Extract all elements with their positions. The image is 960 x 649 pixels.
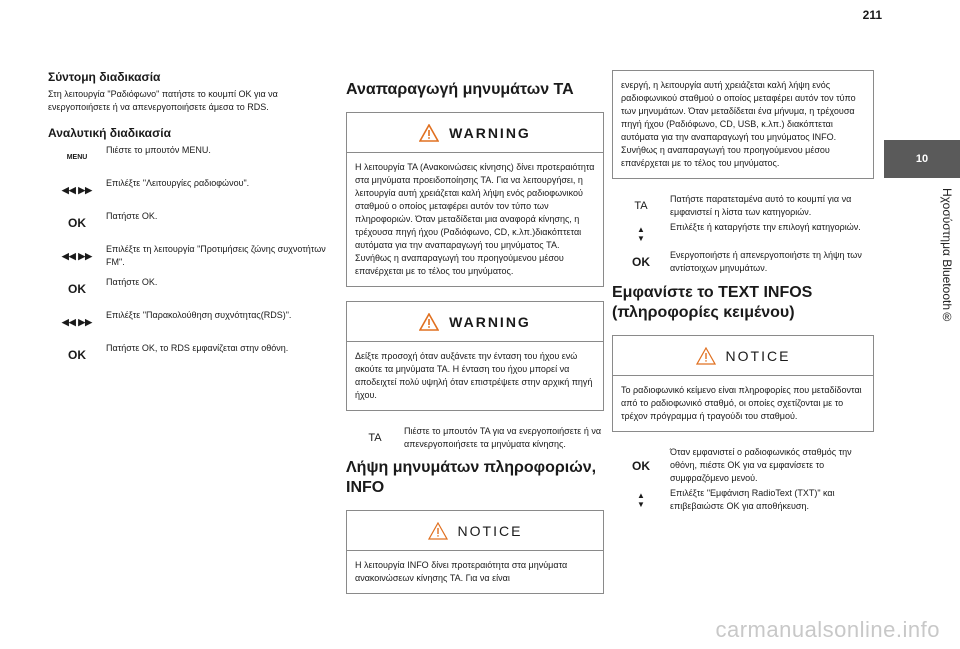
warning-header xyxy=(347,302,603,342)
step-1 xyxy=(48,144,338,170)
step-text: Πιέστε το μπουτόν MENU. xyxy=(106,145,211,155)
step-text: Επιλέξτε "Παρακολούθηση συχνότητας(RDS)". xyxy=(106,310,292,320)
column-1 xyxy=(48,70,338,375)
menu-button-icon: MENU xyxy=(66,153,88,161)
notice-box xyxy=(612,335,874,432)
step-7 xyxy=(48,342,338,368)
warning-triangle-icon xyxy=(696,347,716,365)
ok-button-icon: OK xyxy=(68,348,86,362)
notice-header xyxy=(347,511,603,551)
notice-title: NOTICE xyxy=(457,522,523,539)
up-down-arrows-icon: ▲ ▼ xyxy=(637,491,645,509)
up-down-arrows-icon: ▲ ▼ xyxy=(637,225,645,243)
detailed-procedure-title: Αναλυτική διαδικασία xyxy=(48,126,171,140)
text-infos-title: Εμφανίστε το TEXT INFOS (πληροφορίες κειμένου) xyxy=(612,284,813,321)
short-procedure-title: Σύντομη διαδικασία xyxy=(48,70,161,84)
step-text: Επιλέξτε "Λειτουργίες ραδιοφώνου". xyxy=(106,178,250,188)
step-text: Πατήστε OK. xyxy=(106,277,158,287)
select-categories-instruction xyxy=(612,221,874,247)
warning-box xyxy=(346,301,604,411)
warning-text: Δείξτε προσοχή όταν αυξάνετε την ένταση του ήχου ενώ ακούτε τα μηνύματα TA. Η ένταση του ήχου μπορεί να αποδειχτεί πολύ υψηλή όταν επιστρέψετε στην αρχική πηγή ήχου. xyxy=(355,351,593,400)
warning-box xyxy=(346,112,604,287)
ta-button-icon: TA xyxy=(368,432,382,444)
arrows-left-right-icon: ◀◀ ▶▶ xyxy=(61,184,93,195)
toggle-reception-text: Ενεργοποιήστε ή απενεργοποιήστε τη λήψη των αντίστοιχων μηνυμάτων. xyxy=(670,250,862,273)
ok-button-icon: OK xyxy=(632,458,650,473)
warning-title: WARNING xyxy=(449,124,531,141)
notice-header xyxy=(613,336,873,376)
notice-text-continued: ενεργή, η λειτουργία αυτή χρειάζεται καλή λήψη ενός ραδιοφωνικού σταθμού ο οποίος μεταφέρει αυτόν τον τύπο των μηνυμάτων. Όταν μεταδίδεται ένα μήνυμα, η τρέχουσα πηγή ήχου (Ραδιόφωνο, CD, USB, κ.λπ.) διακόπτεται αυτόματα για την αναπαραγωγή του μηνύματος INFO. Συνήθως η αναπαραγωγή του προηγούμενου μέσου επανέρχεται με το τέλος του μηνύματος. xyxy=(621,80,856,168)
ta-section-title: Αναπαραγωγή μηνυμάτων TA xyxy=(346,81,574,98)
step-text: Επιλέξτε τη λειτουργία "Προτιμήσεις ζώνης συχνοτήτων FM". xyxy=(106,244,326,267)
select-categories-text: Επιλέξτε ή καταργήστε την επιλογή κατηγοριών. xyxy=(670,222,861,232)
warning-text: Η λειτουργία TA (Ανακοινώσεις κίνησης) δίνει προτεραιότητα στα μηνύματα προειδοποίησης TA. Για να λειτουργήσει, η λειτουργία αυτή χρειάζεται καλή λήψη ενός ραδιοφωνικού σταθμού ο οποίος μεταφέρει αυτόν τον τύπο των πληροφοριών. Όταν μεταδίδεται μια αναφορά κίνησης, η τρέχουσα πηγή ήχου (Ραδιόφωνο, CD, κ.λπ.)διακόπτεται αυτόματα για την αναπαραγωγή του μηνύματος TA. Συνήθως η αναπαραγωγή του προηγούμενου μέσου επανέρχεται με το τέλος του μηνύματος. xyxy=(355,162,595,276)
warning-header xyxy=(347,113,603,153)
ta-instruction-text: Πιέστε το μπουτόν TA για να ενεργοποιήσετε ή να απενεργοποιήσετε τα μηνύματα κίνησης. xyxy=(404,426,602,449)
warning-triangle-icon xyxy=(419,313,439,331)
ta-button-icon: TA xyxy=(634,200,648,212)
arrows-left-right-icon: ◀◀ ▶▶ xyxy=(61,250,93,261)
ta-hold-text: Πατήστε παρατεταμένα αυτό το κουμπί για να εμφανιστεί η λίστα των κατηγοριών. xyxy=(670,194,852,217)
select-radiotext-instruction xyxy=(612,487,874,513)
ta-hold-instruction xyxy=(612,193,874,219)
column-3 xyxy=(612,70,874,520)
show-menu-instruction xyxy=(612,446,874,485)
warning-triangle-icon xyxy=(419,124,439,142)
select-radiotext-text: Επιλέξτε "Εμφάνιση RadioText (TXT)" και επιβεβαιώστε OK για αποθήκευση. xyxy=(670,488,835,511)
watermark: carmanualsonline.info xyxy=(715,617,940,642)
step-6 xyxy=(48,309,338,335)
ok-button-icon: OK xyxy=(68,282,86,296)
notice-box-continued xyxy=(612,70,874,179)
step-text: Πατήστε OK, το RDS εμφανίζεται στην οθόνη. xyxy=(106,343,289,353)
ok-button-icon: OK xyxy=(632,255,650,269)
notice-box xyxy=(346,510,604,594)
step-3 xyxy=(48,210,338,236)
info-section-title: Λήψη μηνυμάτων πληροφοριών, INFO xyxy=(346,459,597,496)
chapter-title: Ηχοσύστημα Bluetooth® xyxy=(940,188,954,324)
ta-instruction xyxy=(346,425,604,451)
toggle-reception-instruction xyxy=(612,249,874,275)
notice-title: NOTICE xyxy=(725,347,791,364)
chapter-number: 10 xyxy=(884,140,960,178)
arrows-left-right-icon: ◀◀ ▶▶ xyxy=(61,316,93,327)
notice-text: Η λειτουργία INFO δίνει προτεραιότητα στα μηνύματα ανακοινώσεων κίνησης TA. Για να είναι xyxy=(355,560,568,583)
short-procedure-text: Στη λειτουργία "Ραδιόφωνο" πατήστε το κουμπί OK για να ενεργοποιήσετε ή να απενεργοποιήσετε άμεσα το RDS. xyxy=(48,89,278,112)
chapter-tab[interactable] xyxy=(884,140,960,324)
notice-text: Το ραδιοφωνικό κείμενο είναι πληροφορίες που μεταδίδονται από το ραδιοφωνικό σταθμό, οι οποίες σχετίζονται με το τρέχον πρόγραμμα ή τραγούδι του σταθμού. xyxy=(621,385,862,421)
warning-title: WARNING xyxy=(449,313,531,330)
step-5 xyxy=(48,276,338,302)
show-menu-text: Όταν εμφανιστεί ο ραδιοφωνικός σταθμός την οθόνη, πιέστε OK για να εμφανίσετε το συμφραζόμενο μενού. xyxy=(670,447,852,483)
warning-triangle-icon xyxy=(428,522,448,540)
step-text: Πατήστε OK. xyxy=(106,211,158,221)
step-2 xyxy=(48,177,338,203)
step-4 xyxy=(48,243,338,269)
ok-button-icon: OK xyxy=(68,216,86,230)
column-2 xyxy=(346,70,604,608)
page-number: 211 xyxy=(862,8,882,22)
